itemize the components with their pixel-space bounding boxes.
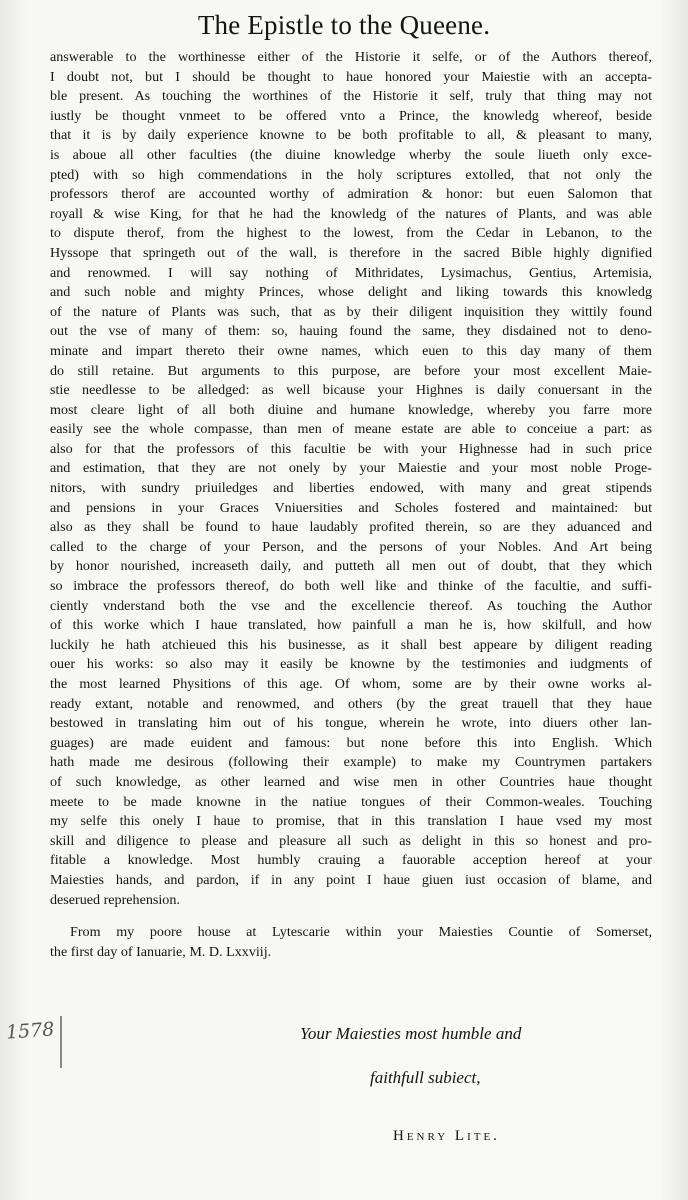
text-line: answerable to the worthinesse either of the Historie it selfe, or of the Authors thereof, xyxy=(50,49,652,65)
text-line: I doubt not, but I should be thought to haue honored your Maiestie with an accepta- xyxy=(50,68,652,85)
text-line: and estimation, that they are not onely by your Maiestie and your most noble Proge- xyxy=(50,460,652,477)
text-line: hath made me desirous (following their example) to make my Countrymen partakers xyxy=(50,754,652,771)
text-line: iustly be thought vnmeet to be offered vnto a Prince, the knowledg whereof, beside xyxy=(50,107,652,124)
text-line: easily see the whole compasse, than men of meane estate are able to conceiue a part: as xyxy=(50,421,652,438)
text-line: ready extant, notable and renowmed, and others (by the great trauell that they haue xyxy=(50,695,652,712)
text-line: of such knowledge, as other learned and wise men in other Countries haue thought xyxy=(50,773,652,790)
text-line: is aboue all other faculties (the diuine knowledge wherby the soule liueth only exce- xyxy=(50,146,652,163)
text-line: also as they shall be found to haue laudably profited therein, so are they aduanced and xyxy=(50,519,652,536)
text-line: minate and impart thereto their owne names, which euen to this day many of them xyxy=(50,342,652,359)
epistle-body xyxy=(50,48,652,910)
text-line: royall & wise King, for that he had the knowledg of the natures of Plants, and was able xyxy=(50,205,652,222)
text-line: most cleare light of all both diuine and humane knowledge, whereby you farre more xyxy=(50,401,652,418)
signature-line-2: faithfull subiect, xyxy=(370,1068,481,1087)
text-line: Maiesties hands, and pardon, if in any point I haue giuen iust occasion of blame, and xyxy=(50,871,652,888)
text-line: Hyssope that springeth out of the wall, is therefore in the sacred Bible highly dignified xyxy=(50,244,652,261)
text-line: do still retaine. But arguments to this purpose, are before your most excellent Maie- xyxy=(50,362,652,379)
text-line: the most learned Physitions of this age. Of whom, some are by their owne works al- xyxy=(50,676,652,692)
text-line: professors therof are accounted worthy of admiration & honor: but euen Salomon that xyxy=(50,186,652,203)
text-line: and renowmed. I will say nothing of Mithridates, Lysimachus, Gentius, Artemisia, xyxy=(50,264,652,281)
text-line: meete to be made knowne in the natiue tongues of their Common-weales. Touching xyxy=(50,793,652,810)
dateline xyxy=(50,923,652,962)
text-line: skill and diligence to please and pleasure all such as delight in this so honest and pro- xyxy=(50,832,652,849)
author-name: Henry Lite. xyxy=(393,1128,500,1144)
signature-line-1: Your Maiesties most humble and xyxy=(300,1024,522,1043)
dateline-text: From my poore house at Lytescarie within your Maiesties Countie of Somerset, xyxy=(70,924,652,940)
text-line: so imbrace the professors thereof, do both well like and thinke of the facultie, and suffi- xyxy=(50,578,652,595)
text-line: out the vse of many of them: so, hauing found the same, they disdained not to deno- xyxy=(50,323,652,340)
text-line: called to the charge of your Person, and the persons of your Nobles. And Art being xyxy=(50,538,652,555)
text-line: bestowed in translating him out of his tongue, wherein he wrote, into diuers other lan- xyxy=(50,715,652,732)
text-line: of this worke which I haue translated, how painfull a man he is, how skilfull, and how xyxy=(50,617,652,634)
text-line: and such noble and mighty Princes, whose delight and liking towards this knowledg xyxy=(50,284,652,301)
dateline-text: the first day of Ianuarie, M. D. Lxxviij. xyxy=(50,943,272,960)
text-line: my selfe this onely I haue to promise, that in this translation I haue vsed my most xyxy=(50,813,652,830)
text-line: fitable a knowledge. Most humbly crauing a fauorable acception hereof at your xyxy=(50,852,652,869)
text-line: nitors, with sundry priuiledges and liberties endowed, with many and great stipends xyxy=(50,480,652,497)
text-line: guages) are made euident and famous: but none before this into English. Which xyxy=(50,734,652,751)
text-line: pted) with so high commendations in the holy scriptures extolled, that not only the xyxy=(50,166,652,183)
text-line: by honor nourished, increaseth daily, and putteth all men out of doubt, that they which xyxy=(50,558,652,575)
text-line: and pensions in your Graces Vniuersities and Scholes fostered and maintained: but xyxy=(50,499,652,516)
text-line: luckily he hath atchieued this his businesse, as it shall best appeare by diligent reading xyxy=(50,636,652,653)
margin-rule xyxy=(60,1016,62,1068)
handwritten-margin-note: 1578 xyxy=(5,1018,56,1044)
text-line: to dispute therof, from the highest to the lowest, from the Cedar in Lebanon, to the xyxy=(50,225,652,242)
text-line: deserued reprehension. xyxy=(50,891,180,908)
text-line: ciently vnderstand both the vse and the excellencie thereof. As touching the Author xyxy=(50,597,652,614)
text-line: also for that the professors of this facultie be with your Highnesse had in such price xyxy=(50,440,652,457)
text-line: stie needlesse to be alledged: as well bicause your Highnes is daily conuersant in the xyxy=(50,382,652,399)
page-title: The Epistle to the Queene. xyxy=(197,10,491,40)
text-line: of the nature of Plants was such, that as by their diligent inquisition they wittily found xyxy=(50,303,652,320)
text-line: ble present. As touching the worthines of the Historie it self, truly that thing may not xyxy=(50,88,652,105)
text-line: ouer his works: so also may it easily be knowne by the testimonies and iudgments of xyxy=(50,656,652,673)
text-line: that it is by daily experience knowne to be both profitable to all, & pleasant to many, xyxy=(50,127,652,144)
